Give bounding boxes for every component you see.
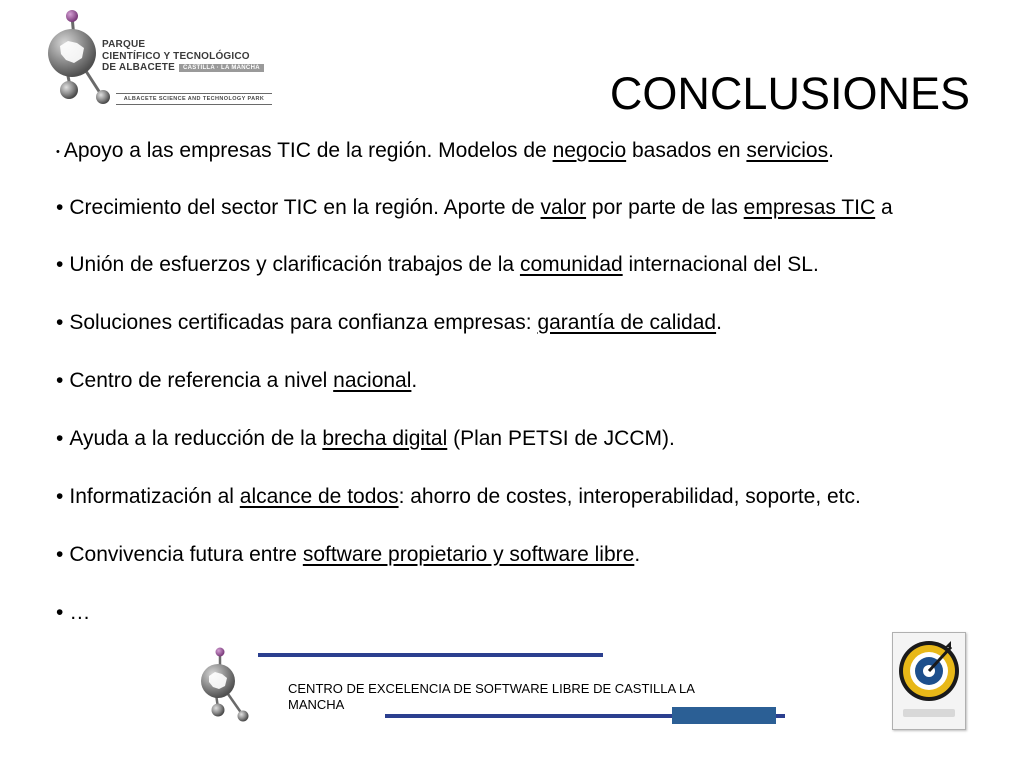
slide-title: CONCLUSIONES: [609, 68, 970, 119]
bullet-marker: •: [56, 311, 64, 334]
bullet-text: Centro de referencia a nivel: [69, 369, 334, 392]
bullet-item: [56, 368, 417, 394]
bullet-highlight: brecha digital: [322, 427, 448, 450]
park-name-line-3-text: DE ALBACETE: [102, 62, 175, 73]
bullet-marker: •: [56, 369, 64, 392]
bullet-highlight: negocio: [552, 139, 627, 162]
bullet-text: basados en: [626, 139, 747, 162]
bullet-marker: •: [56, 543, 64, 566]
footer-caption: CENTRO DE EXCELENCIA DE SOFTWARE LIBRE DE CASTILLA LA MANCHA: [288, 681, 695, 712]
bullet-text: Apoyo a las empresas TIC de la región. Modelos de: [63, 139, 553, 162]
bullet-text: internacional del SL.: [622, 253, 819, 276]
bullet-text: Ayuda a la reducción de la: [69, 427, 323, 450]
bullet-item: [56, 195, 893, 221]
bullet-highlight: valor: [540, 196, 587, 219]
park-name-line-3: [102, 62, 264, 74]
park-name: [102, 39, 264, 74]
bullet-item: [56, 542, 640, 568]
bullet-marker: •: [56, 196, 64, 219]
bullet-marker: •: [56, 485, 64, 508]
bullet-text: .: [634, 543, 641, 566]
bullet-marker: •: [56, 146, 60, 158]
bullet-highlight: comunidad: [519, 253, 623, 276]
park-region-tag: CASTILLA · LA MANCHA: [179, 64, 264, 72]
target-badge: [892, 632, 966, 730]
bullet-text: a: [875, 196, 893, 219]
bullet-highlight: nacional: [333, 369, 412, 392]
target-badge-icon: [893, 633, 965, 729]
footer-rule-top: [258, 653, 603, 657]
bullet-highlight: software propietario y software libre: [302, 543, 635, 566]
bullet-marker: •: [56, 427, 64, 450]
bullet-highlight: servicios: [746, 139, 829, 162]
bullet-highlight: empresas TIC: [743, 196, 876, 219]
bullet-item: [56, 484, 861, 510]
bullet-text: …: [69, 601, 91, 624]
bullet-text: por parte de las: [586, 196, 744, 219]
bullet-text: Soluciones certificadas para confianza empresas:: [69, 311, 538, 334]
bullet-text: Crecimiento del sector TIC en la región. Aporte de: [69, 196, 541, 219]
bullet-marker: •: [56, 601, 64, 624]
bullet-text: (Plan PETSI de JCCM).: [447, 427, 675, 450]
bullet-text: .: [828, 139, 834, 162]
park-name-line-2: CIENTÍFICO Y TECNOLÓGICO: [102, 50, 250, 62]
footer-molecule-icon: [196, 646, 254, 724]
park-band-text: ALBACETE SCIENCE AND TECHNOLOGY PARK: [116, 93, 272, 105]
park-name-line-1: PARQUE: [102, 39, 146, 50]
bullet-text: Convivencia futura entre: [69, 543, 303, 566]
bullet-highlight: garantía de calidad: [537, 311, 717, 334]
bullet-text: Informatización al: [69, 485, 240, 508]
bullet-text: .: [716, 311, 722, 334]
bullet-text: .: [411, 369, 418, 392]
bullet-item: [56, 426, 675, 452]
bullet-highlight: alcance de todos: [239, 485, 399, 508]
bullet-text: Unión de esfuerzos y clarificación trabajos de la: [69, 253, 520, 276]
bullet-item: [56, 310, 722, 336]
bullet-marker: •: [56, 253, 64, 276]
bullet-item: [56, 138, 834, 165]
bullet-item: [56, 600, 90, 626]
park-logo: [44, 8, 274, 108]
bullet-text: : ahorro de costes, interoperabilidad, soporte, etc.: [398, 485, 861, 508]
bullet-item: [56, 252, 819, 278]
